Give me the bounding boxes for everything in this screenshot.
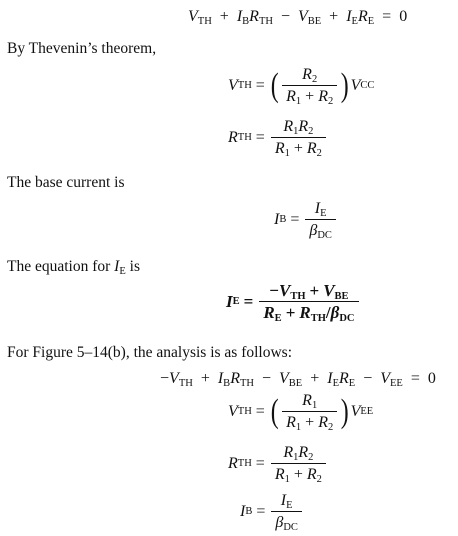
- ie-equation: I E = $\frac{-V_{TH} + V_{BE}}{R_E + R_{TH}/\beta_{DC}}$: [226, 282, 361, 322]
- kvl-equation-a: $V_{TH} + I_BR_{TH} - V_{BE} + I_ER_E = 0$: [188, 8, 408, 27]
- figure-analysis-text: For Figure 5–14(b), the analysis is as follows:: [7, 344, 293, 361]
- vth-equation-b: V TH = ( $\frac{R_1}{R_1 + R_2}$ ) V EE: [228, 392, 374, 433]
- ie-equation-text: The equation for $I_E$ is: [7, 258, 140, 277]
- rth-equation-b: R TH = $\frac{R_1R_2}{R_1 + R_2}$: [228, 444, 328, 484]
- base-current-text: The base current is: [7, 174, 125, 191]
- thevenin-intro: By Thevenin’s theorem,: [7, 40, 157, 57]
- vth-equation-a: V TH = ( $\frac{R_2}{R_1 + R_2}$ ) V CC: [228, 66, 375, 107]
- ib-equation-b: I B = $\frac{I_E}{\beta_{DC}}$: [240, 492, 304, 532]
- kvl-equation-b: $-V_{TH} + I_BR_{TH} - V_{BE} + I_ER_E - V_{EE} = 0$: [160, 370, 436, 389]
- ib-equation-a: I B = $\frac{I_E}{\beta_{DC}}$: [274, 200, 338, 240]
- rth-equation-a: R TH = $\frac{R_1R_2}{R_1 + R_2}$: [228, 118, 328, 158]
